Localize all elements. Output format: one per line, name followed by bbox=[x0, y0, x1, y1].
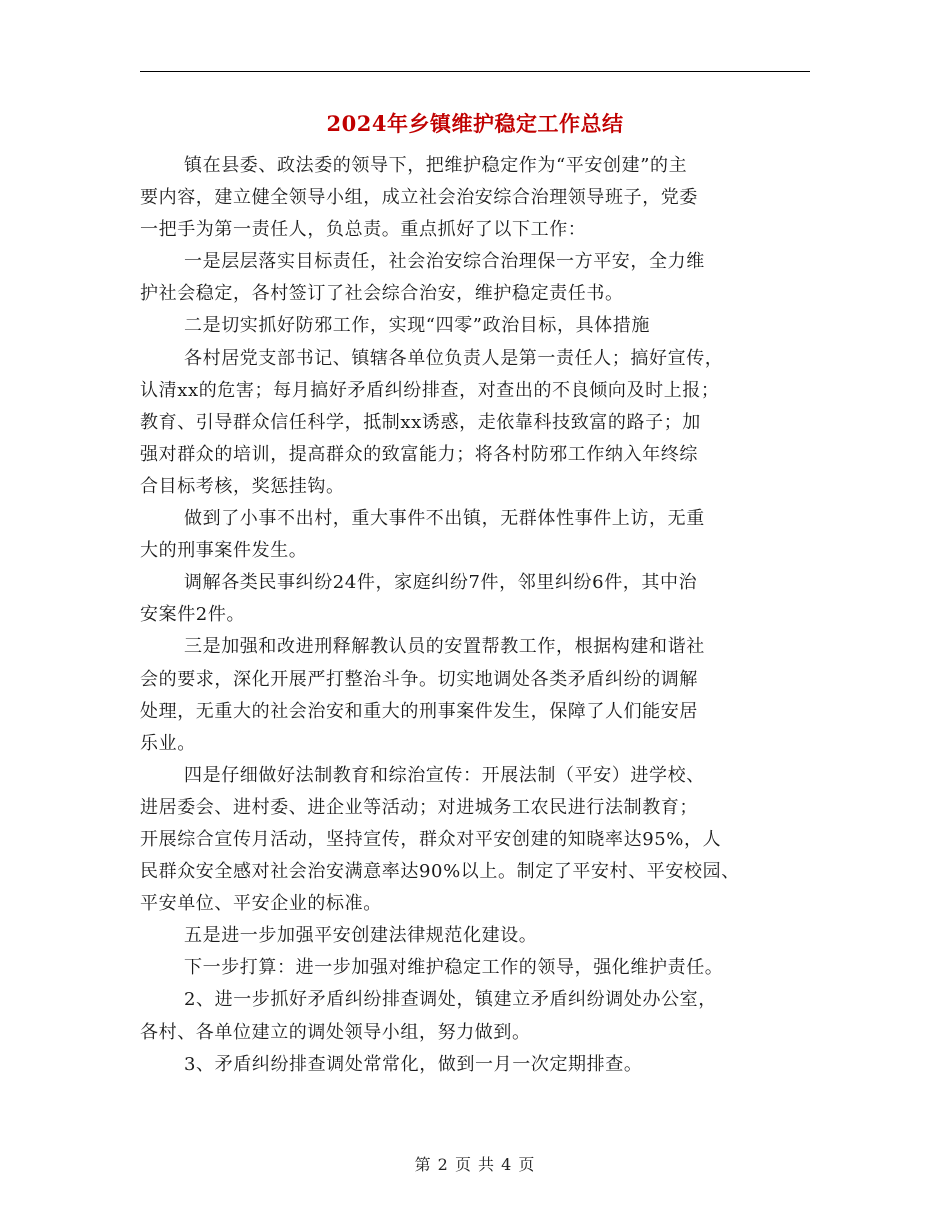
text-line: 3、矛盾纠纷排查调处常常化，做到一月一次定期排查。 bbox=[184, 1053, 643, 1075]
text-line: 五是进一步加强平安创建法律规范化建设。 bbox=[184, 925, 538, 947]
text-line: 大的刑事案件发生。 bbox=[140, 540, 308, 562]
text-line: 一把手为第一责任人，负总责。重点抓好了以下工作： bbox=[140, 219, 587, 241]
text-line: 安案件2件。 bbox=[140, 604, 246, 626]
document-title: 2024年乡镇维护稳定工作总结 bbox=[326, 111, 624, 136]
header-rule bbox=[140, 71, 810, 72]
text-line: 做到了小事不出村，重大事件不出镇，无群体性事件上访，无重 bbox=[184, 508, 705, 530]
text-line: 处理，无重大的社会治安和重大的刑事案件发生，保障了人们能安居 bbox=[140, 700, 698, 722]
document-body bbox=[140, 150, 810, 1081]
text-line: 会的要求，深化开展严打整治斗争。切实地调处各类矛盾纠纷的调解 bbox=[140, 668, 698, 690]
text-line: 认清xx的危害；每月搞好矛盾纠纷排查，对查出的不良倾向及时上报； bbox=[140, 379, 720, 401]
text-line: 三是加强和改进刑释解教认员的安置帮教工作，根据构建和谐社 bbox=[184, 636, 705, 658]
text-line: 镇在县委、政法委的领导下，把维护稳定作为“平安创建”的主 bbox=[184, 155, 688, 176]
text-line: 一是层层落实目标责任，社会治安综合治理保一方平安，全力维 bbox=[184, 251, 705, 273]
text-line: 要内容，建立健全领导小组，成立社会治安综合治理领导班子，党委 bbox=[140, 187, 698, 209]
text-line: 教育、引导群众信任科学，抵制xx诱惑，走依靠科技致富的路子；加 bbox=[140, 411, 701, 433]
text-line: 平安单位、平安企业的标准。 bbox=[140, 893, 382, 915]
text-line: 合目标考核，奖惩挂钩。 bbox=[140, 475, 345, 497]
text-line: 下一步打算：进一步加强对维护稳定工作的领导，强化维护责任。 bbox=[184, 957, 724, 979]
page-number: 第 2 页 共 4 页 bbox=[414, 1155, 536, 1174]
text-line: 护社会稳定，各村签订了社会综合治安，维护稳定责任书。 bbox=[140, 283, 624, 305]
text-line: 各村、各单位建立的调处领导小组，努力做到。 bbox=[140, 1021, 531, 1043]
text-line: 强对群众的培训，提高群众的致富能力；将各村防邪工作纳入年终综 bbox=[140, 443, 698, 465]
text-line: 调解各类民事纠纷24件，家庭纠纷7件，邻里纠纷6件，其中治 bbox=[184, 572, 698, 594]
text-line: 四是仔细做好法制教育和综治宣传：开展法制（平安）进学校、 bbox=[184, 764, 705, 786]
text-line: 乐业。 bbox=[140, 732, 196, 754]
text-line: 二是切实抓好防邪工作，实现“四零”政治目标，具体措施 bbox=[184, 315, 651, 337]
text-line: 开展综合宣传月活动，坚持宣传，群众对平安创建的知晓率达95%，人 bbox=[140, 828, 722, 850]
text-line: 各村居党支部书记、镇辖各单位负责人是第一责任人；搞好宣传， bbox=[184, 347, 724, 369]
text-line: 民群众安全感对社会治安满意率达90%以上。制定了平安村、平安校园、 bbox=[140, 861, 740, 883]
text-line: 进居委会、进村委、进企业等活动；对进城务工农民进行法制教育； bbox=[140, 796, 698, 818]
text-line: 2、进一步抓好矛盾纠纷排查调处，镇建立矛盾纠纷调处办公室， bbox=[184, 989, 717, 1011]
